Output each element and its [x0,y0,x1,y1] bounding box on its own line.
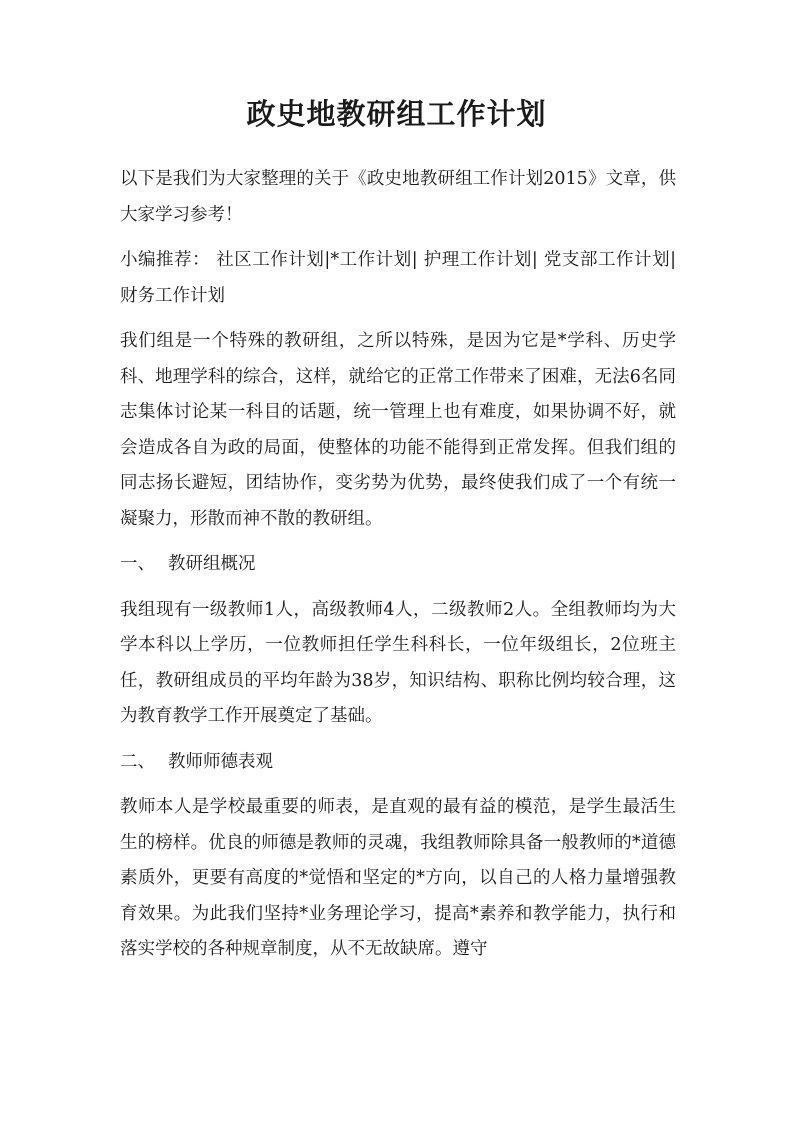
document-body [120,162,676,978]
section-title-2: 教师师德表观 [168,751,273,772]
intro-paragraph: 以下是我们为大家整理的关于《政史地教研组工作计划2015》文章，供大家学习参考！ [120,169,676,225]
document-title: 政史地教研组工作计划 [246,97,547,131]
section-text-1: 我组现有一级教师1人，高级教师4人，二级教师2人。全组教师均为大学本科以上学历，一位教师担任学生科科长，一位年级组长，2位班主任，教研组成员的平均年龄为38岁，知识结构、职称比例均较合理，这为教育教学工作开展奠定了基础。 [120,599,676,726]
section-number-2: 二、 [120,751,155,772]
recommend-paragraph: 小编推荐： 社区工作计划|*工作计划| 护理工作计划| 党支部工作计划| 财务工作计划 [120,250,676,306]
section-number-1: 一、 [120,554,155,574]
overview-paragraph: 我们组是一个特殊的教研组，之所以特殊，是因为它是*学科、历史学科、地理学科的综合，这样，就给它的正常工作带来了困难，无法6名同志集体讨论某一科目的话题，统一管理上也有难度，如果协调不好，就会造成各自为政的局面，使整体的功能不能得到正常发挥。但我们组的同志扬长避短，团结协作，变劣势为优势，最终使我们成了一个有统一凝聚力，形散而神不散的教研组。 [120,331,676,529]
section-title-1: 教研组概况 [168,554,256,574]
section-heading-2 [120,745,676,781]
section-text-2: 教师本人是学校最重要的师表，是直观的最有益的模范，是学生最活生生的榜样。优良的师德是教师的灵魂，我组教师除具备一般教师的*道德素质外，更要有高度的*觉悟和坚定的*方向，以自己的人格力量增强教育效果。为此我们坚持*业务理论学习，提高*素养和教学能力，执行和落实学校的各种规章制度，从不无故缺席。遵守 [120,797,676,959]
section-heading-1 [120,547,676,583]
